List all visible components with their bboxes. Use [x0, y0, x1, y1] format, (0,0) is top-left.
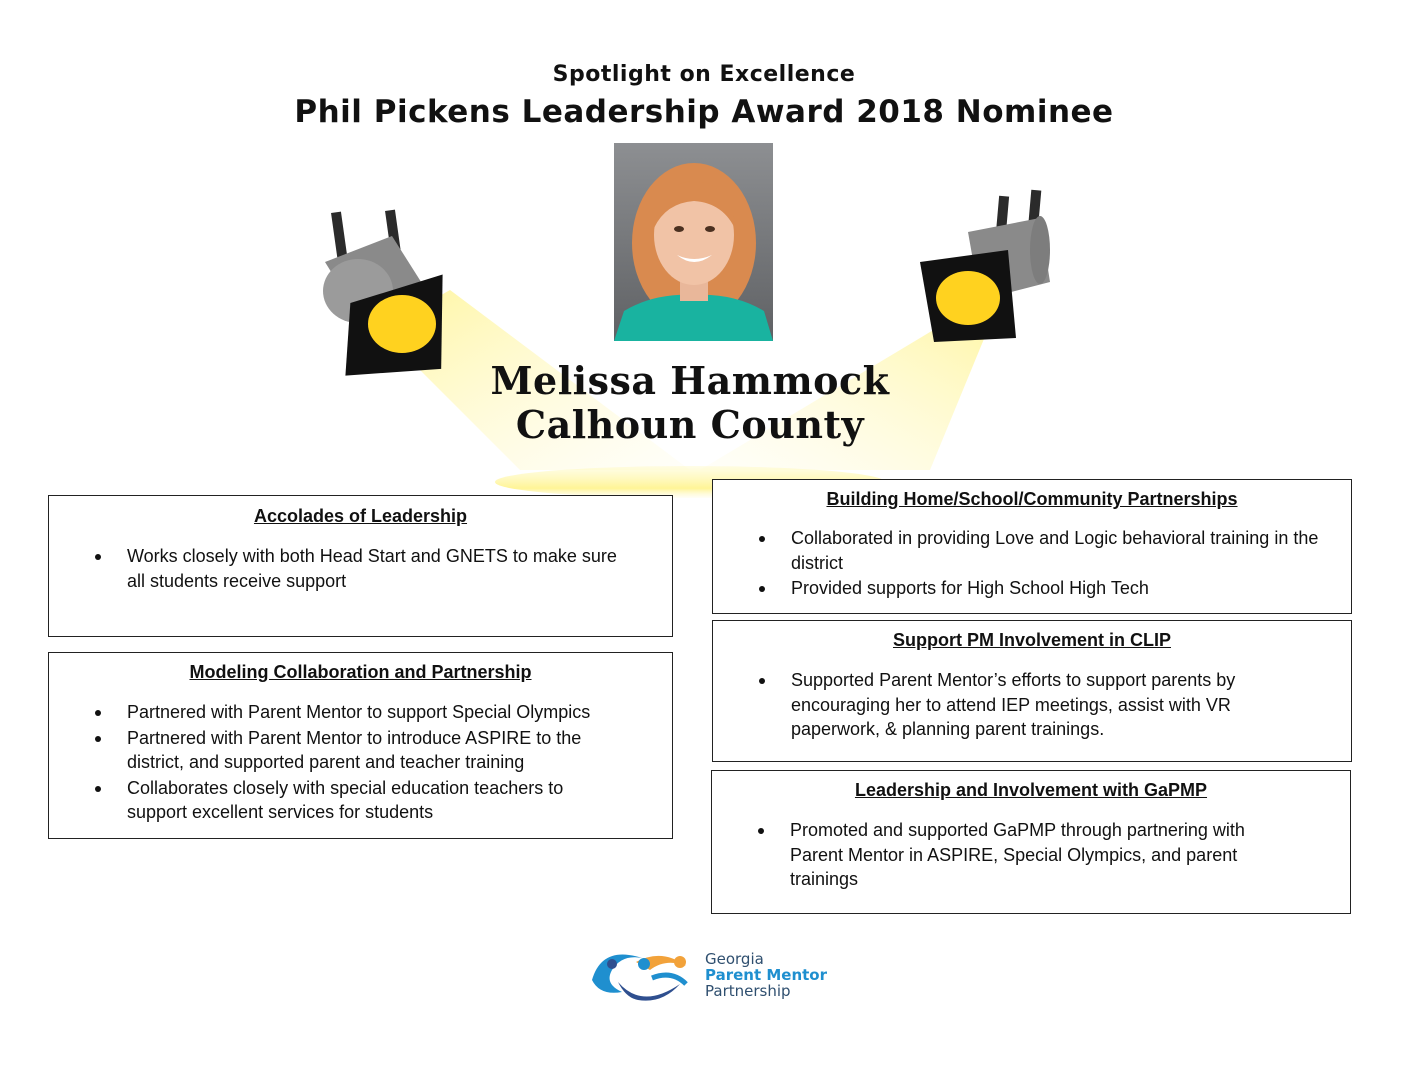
list-item: Partnered with Parent Mentor to support Special Olympics: [49, 700, 672, 725]
bullet-icon: [95, 736, 101, 742]
bullet-icon: [95, 710, 101, 716]
list-item: Promoted and supported GaPMP through partnering with Parent Mentor in ASPIRE, Special Olympics, and parent trainings: [712, 818, 1350, 892]
nominee-name: Melissa Hammock: [490, 358, 890, 403]
bullet-icon: [758, 828, 764, 834]
bullet-icon: [95, 786, 101, 792]
list-item: Partnered with Parent Mentor to introduce ASPIRE to the district, and supported parent and teacher training: [49, 726, 672, 775]
logo-line3: Partnership: [705, 982, 791, 1000]
logo-line1: Georgia: [705, 950, 764, 968]
bullet-icon: [759, 586, 765, 592]
kicker-title: Spotlight on Excellence: [552, 62, 856, 87]
bullet-icon: [759, 536, 765, 542]
list-item: Supported Parent Mentor’s efforts to support parents by encouraging her to attend IEP meetings, assist with VR paperwork, & planning parent trainings.: [713, 668, 1351, 742]
bullet-icon: [759, 678, 765, 684]
accolades-box: [48, 495, 673, 637]
right-spotlight-icon: [920, 190, 1050, 342]
list-item: Collaborated in providing Love and Logic behavioral training in the district: [713, 526, 1351, 575]
left-spotlight-icon: [323, 210, 449, 376]
nominee-county: Calhoun County: [515, 402, 865, 447]
modeling-title: Modeling Collaboration and Partnership: [189, 662, 532, 682]
list-item: Works closely with both Head Start and GNETS to make sure all students receive support: [49, 544, 672, 593]
nominee-photo: [614, 143, 773, 341]
building-title: Building Home/School/Community Partnerships: [826, 489, 1238, 509]
bullet-icon: [95, 554, 101, 560]
award-title: Phil Pickens Leadership Award 2018 Nominee: [294, 94, 1114, 130]
building-box: [712, 479, 1352, 614]
list-item: Collaborates closely with special education teachers to support excellent services for students: [49, 776, 672, 825]
support-box: [712, 620, 1352, 762]
accolades-title: Accolades of Leadership: [253, 506, 468, 526]
gapmp-title: Leadership and Involvement with GaPMP: [854, 780, 1208, 800]
logo-line2: Parent Mentor: [705, 966, 828, 984]
list-item: Provided supports for High School High Tech: [713, 576, 1351, 601]
gapmp-box: [711, 770, 1351, 914]
modeling-box: [48, 652, 673, 839]
support-title: Support PM Involvement in CLIP: [892, 630, 1171, 650]
